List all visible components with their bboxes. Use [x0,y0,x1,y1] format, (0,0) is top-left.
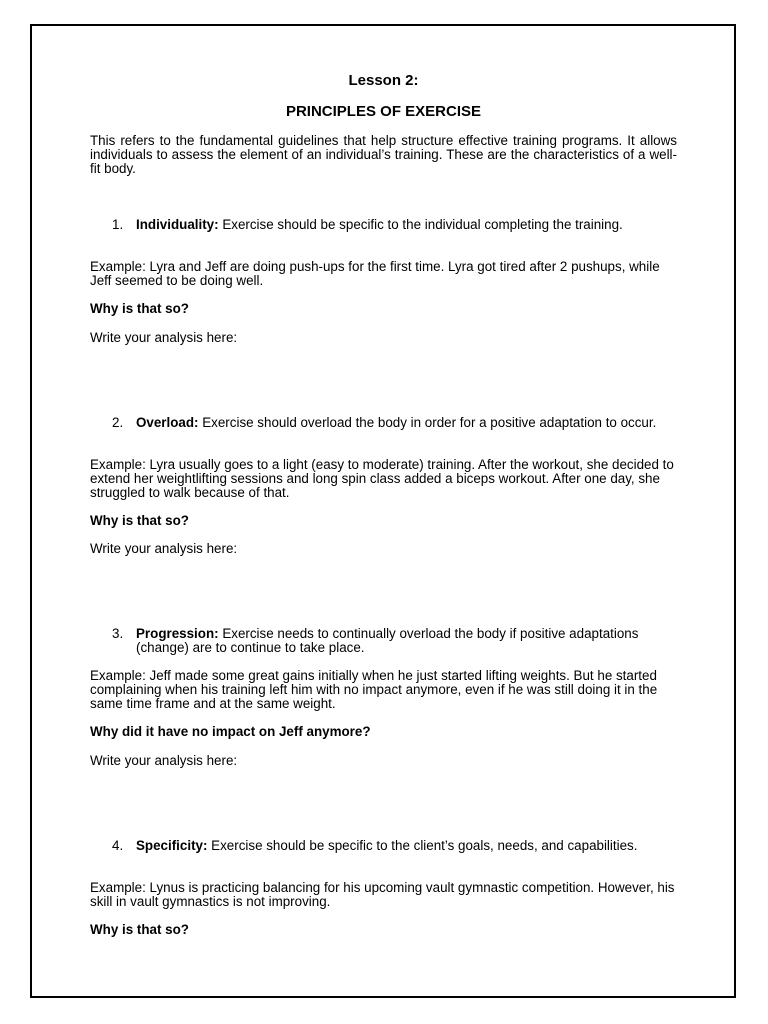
principle-number: 1. [112,217,124,232]
analysis-prompt: Write your analysis here: [90,330,238,345]
example-paragraph: Example: Lyra usually goes to a light (easy to moderate) training. After the workout, she decided to extend her weightlifting sessions and long spin class added a biceps workout. After one day, she struggled to walk because of that. [90,457,674,500]
principle-text [136,416,677,430]
question-heading: Why did it have no impact on Jeff anymore? [90,724,371,739]
question-heading: Why is that so? [90,922,189,937]
question-heading: Why is that so? [90,513,189,528]
principle-text [136,627,677,655]
principle-definition: Exercise should be specific to the individual completing the training. [218,217,623,232]
principle-text [136,218,677,232]
principle-text [136,839,677,853]
intro-paragraph: This refers to the fundamental guidelines that help structure effective training programs. It allows individuals to assess the element of an individual’s training. These are the characteristics of a well-fit body. [90,133,677,176]
principle-definition: Exercise should be specific to the client’s goals, needs, and capabilities. [207,838,638,853]
principle-number: 4. [112,838,124,853]
analysis-prompt: Write your analysis here: [90,541,238,556]
principle-number: 2. [112,415,124,430]
principle-term: Individuality: [136,217,219,232]
principle-definition: Exercise should overload the body in order for a positive adaptation to occur. [198,415,657,430]
lesson-title: PRINCIPLES OF EXERCISE [285,103,482,120]
principle-term: Progression: [136,626,219,641]
principle-definition: Exercise needs to continually overload the body if positive adaptations (change) are to continue to take place. [136,626,639,655]
example-paragraph: Example: Lynus is practicing balancing for his upcoming vault gymnastic competition. However, his skill in vault gymnastics is not improving. [90,880,675,909]
example-paragraph: Example: Jeff made some great gains initially when he just started lifting weights. But he started complaining when his training left him with no impact anymore, even if he was still doing it in the same time frame and at the same weight. [90,668,658,711]
lesson-heading: Lesson 2: [348,72,419,89]
principle-term: Specificity: [136,838,208,853]
question-heading: Why is that so? [90,301,189,316]
principle-number: 3. [112,626,124,641]
example-paragraph: Example: Lyra and Jeff are doing push-ups for the first time. Lyra got tired after 2 pushups, while Jeff seemed to be doing well. [90,259,660,288]
analysis-prompt: Write your analysis here: [90,753,238,768]
principle-term: Overload: [136,415,199,430]
